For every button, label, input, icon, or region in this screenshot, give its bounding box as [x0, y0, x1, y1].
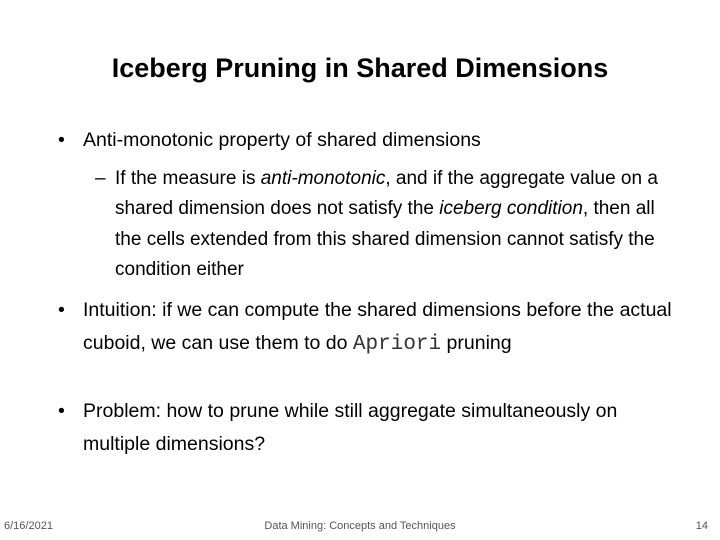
bullet-intuition [58, 294, 678, 361]
text-span: , then all the cells extended from this shared dimension cannot satisfy the condition either [115, 198, 655, 280]
footer-date: 6/16/2021 [4, 520, 53, 532]
bullet-marker: • [58, 400, 65, 422]
text-span: If the measure is [115, 168, 261, 189]
bullet-text [58, 294, 678, 361]
bullet-problem [58, 395, 678, 461]
bullet-marker: • [58, 299, 65, 321]
slide-title: Iceberg Pruning in Shared Dimensions [111, 53, 609, 83]
bullet-anti-monotonic [58, 124, 678, 157]
page-number: 14 [695, 520, 708, 532]
sub-bullet-text [95, 164, 675, 285]
text-span: pruning [441, 332, 512, 354]
text-span: Intuition: if we can compute the shared dimensions before the actual cuboid, we can use them to do [83, 299, 672, 354]
sub-bullet-anti-monotonic-detail [95, 164, 675, 285]
bullet-marker: • [58, 129, 65, 151]
text-span: , and if the aggregate value on a shared dimension does not satisfy the [115, 168, 658, 220]
bullet-text: Anti-monotonic property of shared dimensions [83, 129, 481, 151]
emphasis-anti-monotonic: anti-monotonic [260, 168, 386, 189]
code-apriori: Apriori [352, 333, 442, 356]
bullet-text: Problem: how to prune while still aggregate simultaneously on multiple dimensions? [83, 400, 618, 455]
footer-title: Data Mining: Concepts and Techniques [264, 520, 456, 532]
emphasis-iceberg-condition: iceberg condition [439, 198, 583, 220]
dash-marker: – [95, 168, 106, 189]
